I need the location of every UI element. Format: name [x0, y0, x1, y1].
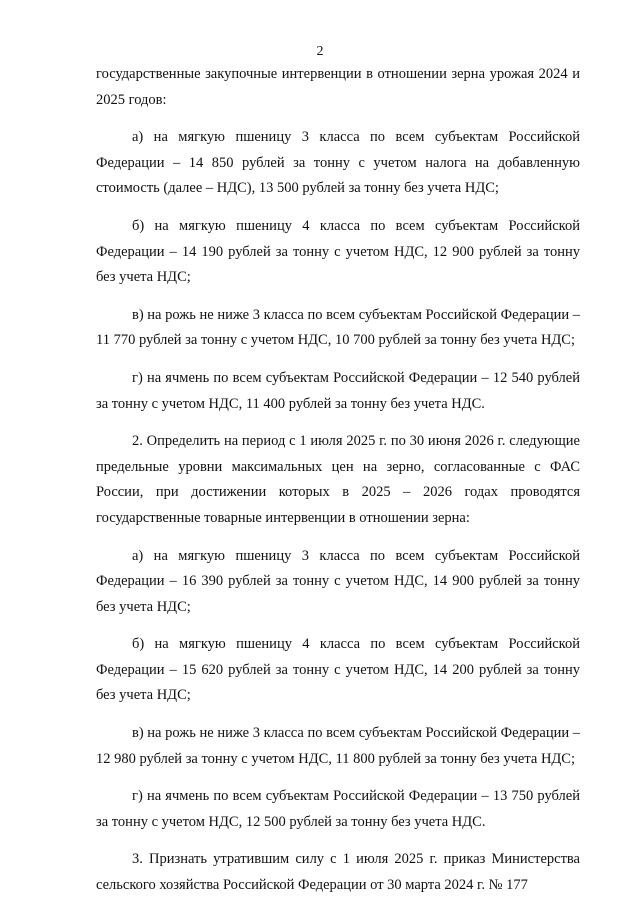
paragraph-commodity-g: г) на ячмень по всем субъектам Российской Федерации – 13 750 рублей за тонну с учетом НДС, 12 500 рублей за тонну без учета НДС.	[96, 788, 580, 830]
paragraph-commodity-v: в) на рожь не ниже 3 класса по всем субъектам Российской Федерации – 12 980 рублей за тонну с учетом НДС, 11 800 рублей за тонну без учета НДС;	[96, 725, 580, 767]
paragraph-item-3: 3. Признать утратившим силу с 1 июля 2025 г. приказ Министерства сельского хозяйства Российской Федерации от 30 марта 2024 г. № 177	[96, 851, 580, 894]
paragraph-purchase-g: г) на ячмень по всем субъектам Российской Федерации – 12 540 рублей за тонну с учетом НДС, 11 400 рублей за тонну без учета НДС.	[96, 369, 580, 412]
paragraph-purchase-a: а) на мягкую пшеницу 3 класса по всем субъектам Российской Федерации – 14 850 рублей за тонну с учетом налога на добавленную стоимость (далее – НДС), 13 500 рублей за тонну без учета НДС;	[96, 129, 580, 197]
paragraph-commodity-a: а) на мягкую пшеницу 3 класса по всем субъектам Российской Федерации – 16 390 рублей за тонну с учетом НДС, 14 900 рублей за тонну без учета НДС;	[96, 547, 580, 615]
page-number: 2	[316, 44, 324, 59]
paragraph-purchase-v: в) на рожь не ниже 3 класса по всем субъектам Российской Федерации – 11 770 рублей за тонну с учетом НДС, 10 700 рублей за тонну без учета НДС;	[96, 306, 580, 349]
document-body	[96, 62, 580, 899]
paragraph-purchase-b: б) на мягкую пшеницу 4 класса по всем субъектам Российской Федерации – 14 190 рублей за тонну с учетом НДС, 12 900 рублей за тонну без учета НДС;	[96, 217, 580, 286]
paragraph-item-2: 2. Определить на период с 1 июля 2025 г. по 30 июня 2026 г. следующие предельные уровни максимальных цен на зерно, согласованные с ФАС России, при достижении которых в 2025 – 2026 годах проводятся государственные товарные интервенции в отношении зерна:	[96, 433, 580, 526]
paragraph-intro: государственные закупочные интервенции в отношении зерна урожая 2024 и 2025 годов:	[96, 66, 580, 108]
paragraph-commodity-b: б) на мягкую пшеницу 4 класса по всем субъектам Российской Федерации – 15 620 рублей за тонну с учетом НДС, 14 200 рублей за тонну без учета НДС;	[96, 636, 580, 704]
